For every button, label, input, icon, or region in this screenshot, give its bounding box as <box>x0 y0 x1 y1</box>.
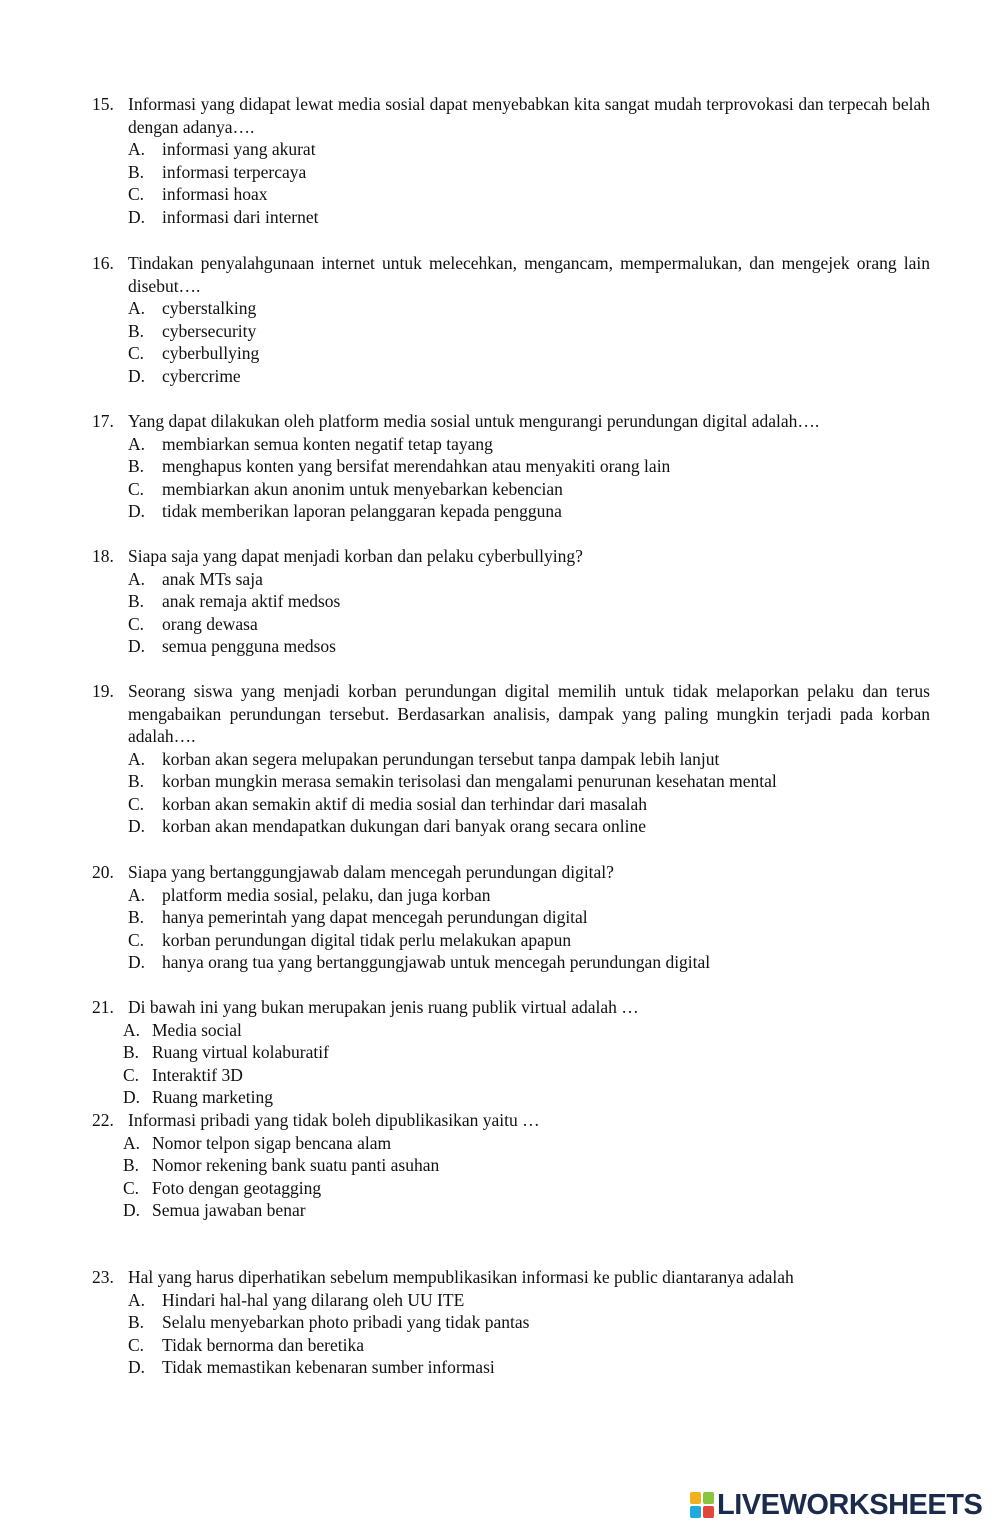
question-number: 20. <box>92 862 114 882</box>
question-text: Hal yang harus diperhatikan sebelum mempublikasikan informasi ke public diantaranya adalah <box>128 1267 794 1287</box>
option-b: B. hanya pemerintah yang dapat mencegah perundungan digital <box>128 907 588 927</box>
option-a: A. anak MTs saja <box>128 568 263 589</box>
question-text: Seorang siswa yang menjadi korban perundungan digital memilih untuk tidak melaporkan pelaku dan terus mengabaikan perundungan tersebut. Berdasarkan analisis, dampak yang paling mungkin terjadi pada korban adalah…. <box>128 681 930 746</box>
question-number: 23. <box>92 1267 114 1287</box>
question-text: Yang dapat dilakukan oleh platform media sosial untuk mengurangi perundungan digital adalah…. <box>128 411 820 431</box>
question-23 <box>92 1266 930 1379</box>
question-18 <box>92 545 930 658</box>
option-d: D. tidak memberikan laporan pelanggaran kepada pengguna <box>128 501 562 521</box>
option-b: B. Ruang virtual kolaburatif <box>123 1042 329 1062</box>
option-a: A. Nomor telpon sigap bencana alam <box>123 1132 392 1153</box>
logo-text: LIVEWORKSHEETS <box>717 1488 983 1521</box>
question-number: 16. <box>92 253 114 273</box>
question-number: 22. <box>92 1110 114 1130</box>
question-text: Informasi pribadi yang tidak boleh dipublikasikan yaitu … <box>128 1110 540 1130</box>
option-b: B. informasi terpercaya <box>128 161 307 182</box>
option-d: D. cybercrime <box>128 365 241 386</box>
question-text: Tindakan penyalahgunaan internet untuk melecehkan, mengancam, mempermalukan, dan mengejek orang lain disebut…. <box>128 253 930 296</box>
option-d: D. informasi dari internet <box>128 206 319 227</box>
question-number: 21. <box>92 997 114 1017</box>
option-c: C. korban perundungan digital tidak perlu melakukan apapun <box>128 929 572 950</box>
option-c: C. Foto dengan geotagging <box>123 1177 322 1198</box>
option-a: A. cyberstalking <box>128 298 257 318</box>
option-c: C. membiarkan akun anonim untuk menyebarkan kebencian <box>128 478 563 499</box>
question-text: Di bawah ini yang bukan merupakan jenis ruang publik virtual adalah … <box>128 997 639 1017</box>
question-text: Siapa yang bertanggungjawab dalam mencegah perundungan digital? <box>128 862 614 882</box>
option-d: D. Tidak memastikan kebenaran sumber informasi <box>128 1357 495 1377</box>
option-d: D. Ruang marketing <box>123 1087 274 1107</box>
option-c: C. Interaktif 3D <box>123 1064 243 1085</box>
option-d: D. Semua jawaban benar <box>123 1200 306 1220</box>
option-c: C. informasi hoax <box>128 184 268 204</box>
question-text: Informasi yang didapat lewat media sosial dapat menyebabkan kita sangat mudah terprovokasi dan terpecah belah dengan adanya…. <box>128 94 930 137</box>
option-c: C. Tidak bernorma dan beretika <box>128 1334 365 1355</box>
question-16 <box>92 252 930 387</box>
liveworksheets-logo-icon <box>690 1492 714 1518</box>
option-c: C. orang dewasa <box>128 613 258 634</box>
option-b: B. cybersecurity <box>128 320 257 341</box>
liveworksheets-logo <box>690 1490 982 1520</box>
question-number: 15. <box>92 94 114 114</box>
option-b: B. menghapus konten yang bersifat merendahkan atau menyakiti orang lain <box>128 456 671 476</box>
option-d: D. korban akan mendapatkan dukungan dari banyak orang secara online <box>128 816 646 836</box>
option-a: A. Hindari hal-hal yang dilarang oleh UU ITE <box>128 1289 465 1310</box>
option-a: A. membiarkan semua konten negatif tetap tayang <box>128 433 493 454</box>
question-22 <box>92 1109 930 1222</box>
question-number: 17. <box>92 411 114 431</box>
option-a: A. informasi yang akurat <box>128 139 316 159</box>
option-a: A. platform media sosial, pelaku, dan juga korban <box>128 884 491 905</box>
option-c: C. korban akan semakin aktif di media sosial dan terhindar dari masalah <box>128 793 647 814</box>
option-b: B. Nomor rekening bank suatu panti asuhan <box>123 1155 440 1175</box>
option-a: A. Media social <box>123 1019 242 1040</box>
option-b: B. anak remaja aktif medsos <box>128 591 341 611</box>
option-c: C. cyberbullying <box>128 343 260 363</box>
option-b: B. Selalu menyebarkan photo pribadi yang tidak pantas <box>128 1312 530 1332</box>
question-number: 18. <box>92 546 114 566</box>
question-number: 19. <box>92 681 114 701</box>
question-19 <box>92 680 930 838</box>
question-17 <box>92 410 930 523</box>
option-d: D. hanya orang tua yang bertanggungjawab untuk mencegah perundungan digital <box>128 952 711 972</box>
option-b: B. korban mungkin merasa semakin terisolasi dan mengalami penurunan kesehatan mental <box>128 771 777 791</box>
question-text: Siapa saja yang dapat menjadi korban dan pelaku cyberbullying? <box>128 546 583 566</box>
option-d: D. semua pengguna medsos <box>128 636 336 656</box>
question-21 <box>92 996 930 1109</box>
question-20 <box>92 861 930 974</box>
option-a: A. korban akan segera melupakan perundungan tersebut tanpa dampak lebih lanjut <box>128 748 720 769</box>
question-15 <box>92 93 930 228</box>
